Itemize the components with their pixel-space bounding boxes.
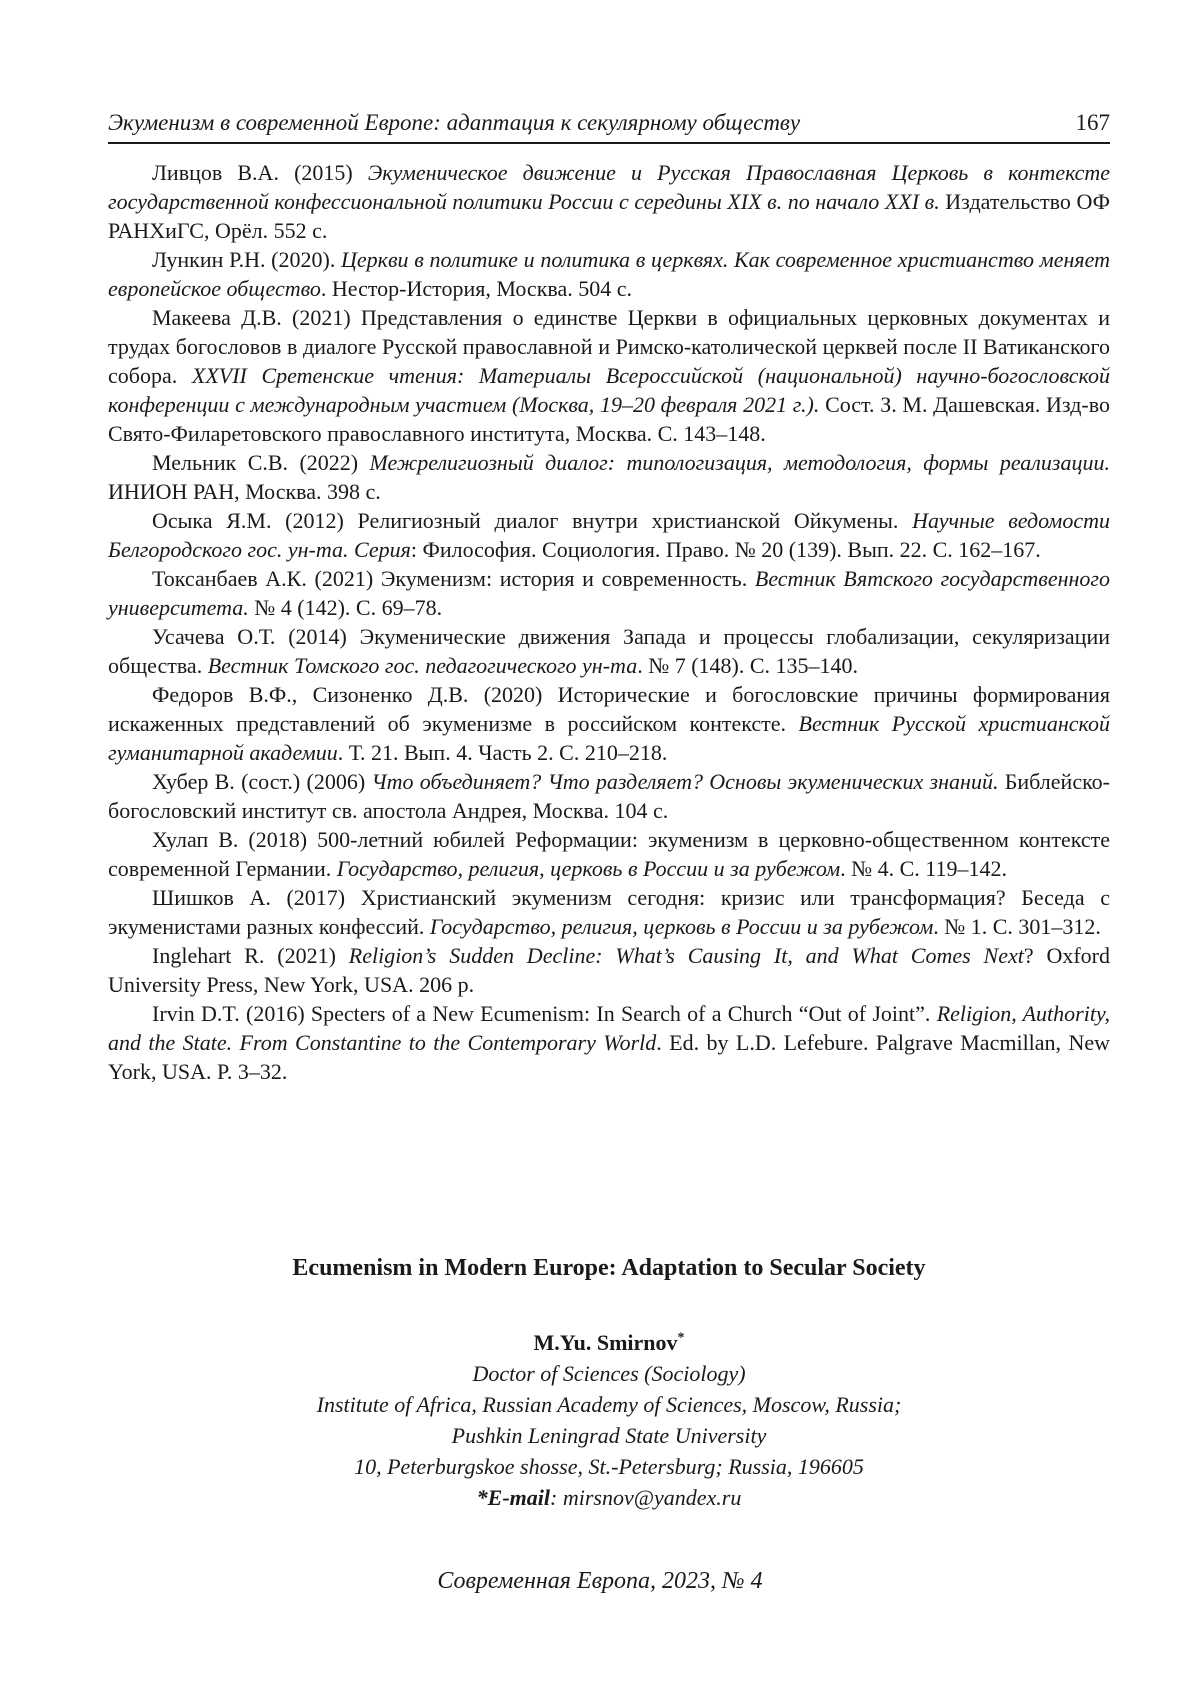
- english-abstract-header: [108, 1255, 1110, 1513]
- email-label: *E-mail: [476, 1485, 551, 1510]
- email-line: [108, 1482, 1110, 1513]
- affiliation-1: Institute of Africa, Russian Academy of Sciences, Moscow, Russia;: [316, 1392, 902, 1417]
- reference-item: Лункин Р.Н. (2020). Церкви в политике и политика в церквях. Как современное христианство меняет европейское общество. Нестор-История, Москва. 504 с.: [108, 247, 1110, 301]
- reference-item: Макеева Д.В. (2021) Представления о единстве Церкви в официальных церковных документах и трудах богословов в диалоге Русской православной и Римско-католической церквей после II Ватиканского собора. XXVII Сретенские чтения: Материалы Всероссийской (национальной) научно-богословской конференции с международным участием (Москва, 19–20 февраля 2021 г.). Сост. З. М. Дашевская. Изд-во Свято-Филаретовского православного института, Москва. С. 143–148.: [108, 305, 1110, 446]
- reference-list: [108, 158, 1110, 1086]
- reference-item: Федоров В.Ф., Сизоненко Д.В. (2020) Исторические и богословские причины формирования искаженных представлений об экуменизме в российском контексте. Вестник Русской христианской гуманитарной академии. Т. 21. Вып. 4. Часть 2. С. 210–218.: [108, 682, 1110, 765]
- reference-item: Осыка Я.М. (2012) Религиозный диалог внутри христианской Ойкумены. Научные ведомости Белгородского гос. ун-та. Серия: Философия. Социология. Право. № 20 (139). Вып. 22. С. 162–167.: [108, 508, 1110, 562]
- english-title: Ecumenism in Modern Europe: Adaptation to Secular Society: [292, 1255, 926, 1281]
- address: 10, Peterburgskoe shosse, St.-Petersburg; Russia, 196605: [354, 1454, 864, 1479]
- reference-item: Irvin D.T. (2016) Specters of a New Ecumenism: In Search of a Church “Out of Joint”. Religion, Authority, and the State. From Constantine to the Contemporary World. Ed. by L.D. Lefebure. Palgrave Macmillan, New York, USA. P. 3–32.: [108, 1001, 1110, 1084]
- running-head: [108, 106, 1110, 144]
- journal-footer: Современная Европа, 2023, № 4: [437, 1568, 763, 1594]
- running-head-title: Экуменизм в современной Европе: адаптация к секулярному обществу: [108, 110, 801, 135]
- reference-item: Ливцов В.А. (2015) Экуменическое движение и Русская Православная Церковь в контексте государственной конфессиональной политики России с середины XIX в. по начало XXI в. Издательство ОФ РАНХиГС, Орёл. 552 с.: [108, 160, 1110, 243]
- author-name: M.Yu. Smirnov*: [533, 1330, 685, 1355]
- reference-item: Усачева О.Т. (2014) Экуменические движения Запада и процессы глобализации, секуляризации общества. Вестник Томского гос. педагогического ун-та. № 7 (148). С. 135–140.: [108, 624, 1110, 678]
- affiliation-2: Pushkin Leningrad State University: [451, 1423, 767, 1448]
- reference-item: Мельник С.В. (2022) Межрелигиозный диалог: типологизация, методология, формы реализации. ИНИОН РАН, Москва. 398 с.: [108, 450, 1110, 504]
- author-footnote-mark: *: [677, 1330, 685, 1346]
- reference-item: Inglehart R. (2021) Religion’s Sudden Decline: What’s Causing It, and What Comes Next? Oxford University Press, New York, USA. 206 p.: [108, 943, 1111, 997]
- author-degree: Doctor of Sciences (Sociology): [472, 1361, 746, 1386]
- reference-item: Хубер В. (сост.) (2006) Что объединяет? Что разделяет? Основы экуменических знаний. Библейско-богословский институт св. апостола Андрея, Москва. 104 с.: [108, 769, 1110, 823]
- reference-item: Токсанбаев А.К. (2021) Экуменизм: история и современность. Вестник Вятского государственного университета. № 4 (142). С. 69–78.: [108, 566, 1111, 620]
- reference-item: Шишков А. (2017) Христианский экуменизм сегодня: кризис или трансформация? Беседа с экуменистами разных конфессий. Государство, религия, церковь в России и за рубежом. № 1. С. 301–312.: [108, 885, 1110, 939]
- reference-item: Хулап В. (2018) 500-летний юбилей Реформации: экуменизм в церковно-общественном контексте современной Германии. Государство, религия, церковь в России и за рубежом. № 4. С. 119–142.: [108, 827, 1110, 881]
- email-link[interactable]: : mirsnov@yandex.ru: [550, 1485, 742, 1510]
- page-number: 167: [1075, 110, 1110, 135]
